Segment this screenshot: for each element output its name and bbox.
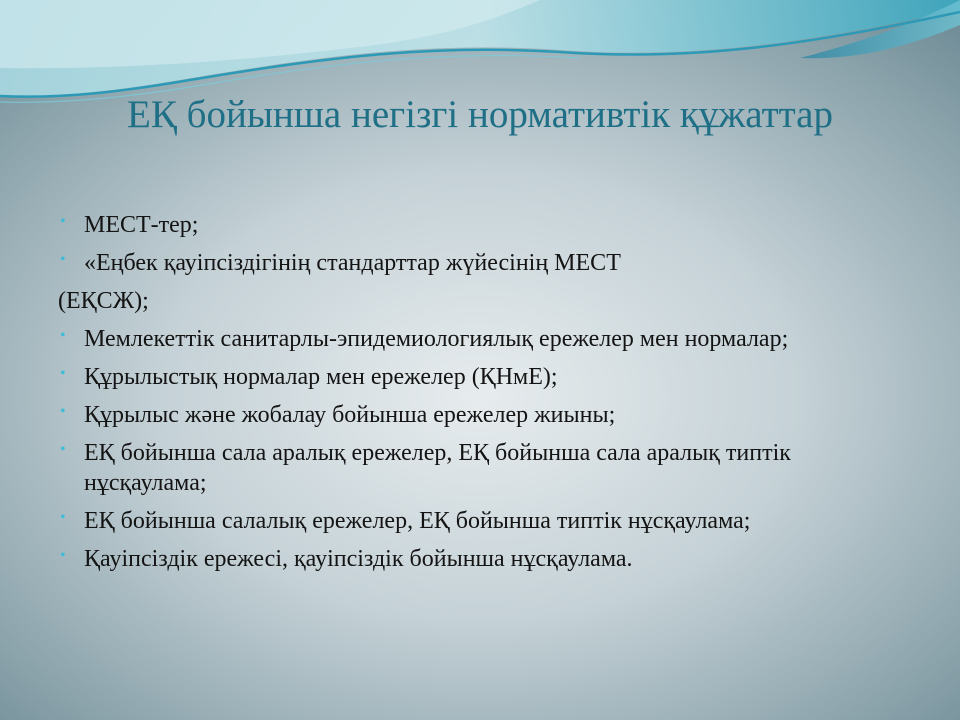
bullet-item (58, 324, 918, 354)
bullet-item (58, 286, 918, 316)
bullet-dot-icon: • (60, 509, 66, 526)
bullet-item (58, 210, 918, 240)
bullet-dot-icon: • (60, 365, 66, 382)
bullet-dot-icon: • (60, 327, 66, 344)
slide-title: ЕҚ бойынша негізгі нормативтік құжаттар (127, 93, 833, 136)
bullet-text: МЕСТ-тер; (84, 212, 199, 238)
bullet-text: (ЕҚСЖ); (58, 288, 149, 314)
bullet-dot-icon: • (60, 441, 66, 458)
bullet-dot-icon: • (60, 403, 66, 420)
bullet-item (58, 506, 918, 536)
bullet-text: Мемлекеттік санитарлы-эпидемиологиялық ережелер мен нормалар; (84, 326, 789, 352)
bullet-text: Құрылыс және жобалау бойынша ережелер жиыны; (84, 402, 616, 428)
bullet-text: Қауіпсіздік ережесі, қауіпсіздік бойынша нұсқаулама. (84, 546, 633, 572)
bullet-text: «Еңбек қауіпсіздігінің стандарттар жүйесінің МЕСТ (84, 250, 621, 276)
bullet-list (58, 210, 918, 582)
bullet-dot-icon: • (60, 547, 66, 564)
bullet-item (58, 248, 918, 278)
bullet-item (58, 362, 918, 392)
bullet-dot-icon: • (60, 251, 66, 268)
bullet-text: Құрылыстық нормалар мен ережелер (ҚНмЕ); (84, 364, 558, 390)
bullet-dot-icon: • (60, 213, 66, 230)
bullet-text: ЕҚ бойынша сала аралық ережелер, ЕҚ бойынша сала аралық типтік нұсқаулама; (84, 440, 791, 496)
bullet-item (58, 400, 918, 430)
bullet-item (58, 438, 918, 498)
bullet-text: ЕҚ бойынша салалық ережелер, ЕҚ бойынша типтік нұсқаулама; (84, 508, 751, 534)
bullet-item (58, 544, 918, 574)
